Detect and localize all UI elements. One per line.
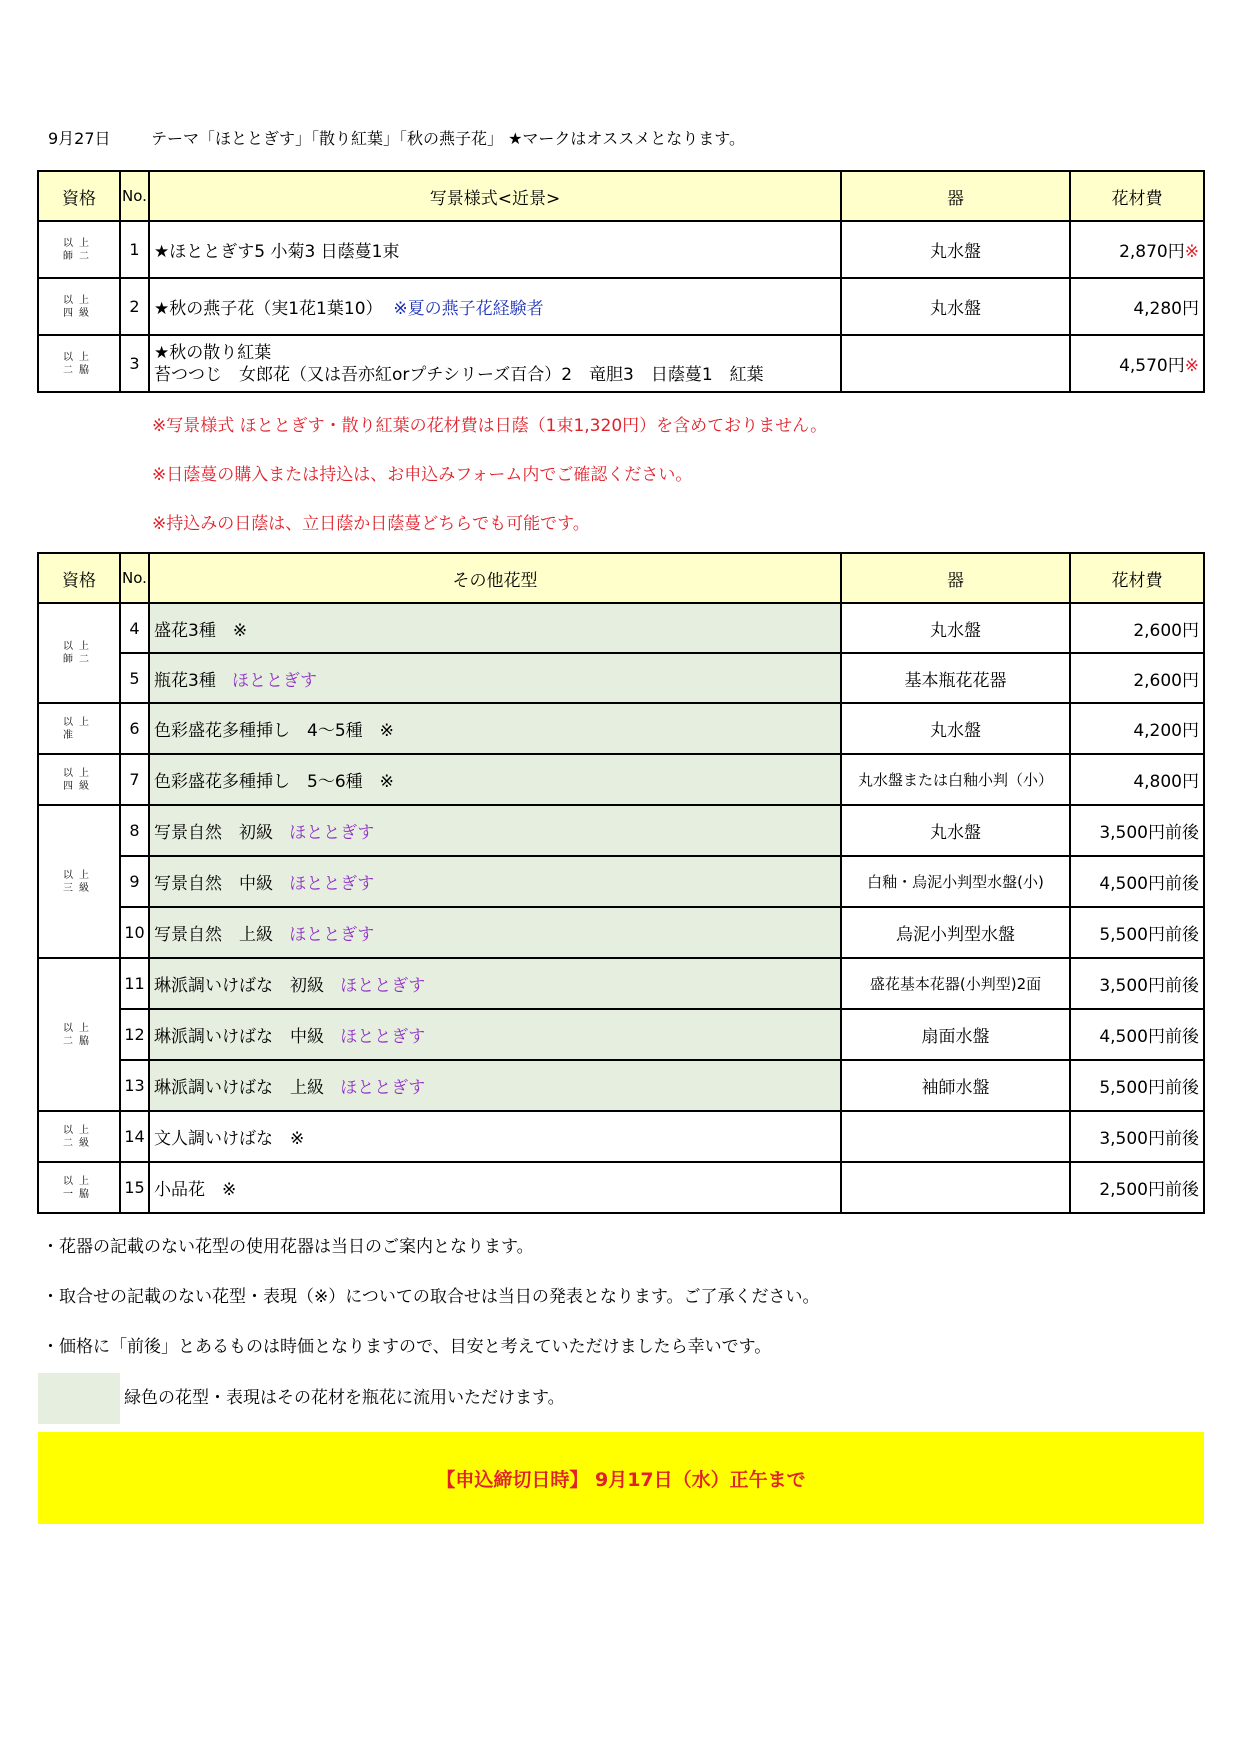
fee-cell: 2,600円 (1070, 653, 1204, 703)
vessel-cell: 丸水盤 (841, 703, 1070, 754)
style-cell: 写景自然 初級 ほととぎす (149, 805, 841, 856)
qual-cell: 以上 師二 (38, 603, 120, 703)
style-cell: ★秋の燕子花（実1花1葉10） ※夏の燕子花経験者 (149, 278, 841, 335)
table-row (38, 907, 1204, 958)
vessel-cell: 袖師水盤 (841, 1060, 1070, 1111)
style-cell: 色彩盛花多種挿し 5～6種 ※ (149, 754, 841, 805)
vessel-cell (841, 1111, 1070, 1162)
other-styles-table (37, 552, 1205, 1214)
row-number: 15 (120, 1162, 149, 1213)
qual-cell: 以上 師二 (38, 221, 120, 278)
green-legend-swatch (38, 1373, 120, 1424)
row-number: 13 (120, 1060, 149, 1111)
table-row (38, 221, 1204, 278)
vessel-cell: 扇面水盤 (841, 1009, 1070, 1060)
style-cell: 小品花 ※ (149, 1162, 841, 1213)
col-qual: 資格 (38, 171, 120, 221)
table-row (38, 1111, 1204, 1162)
table-row (38, 1162, 1204, 1213)
table-row (38, 805, 1204, 856)
table-row (38, 603, 1204, 653)
style-cell: 写景自然 上級 ほととぎす (149, 907, 841, 958)
row-number: 5 (120, 653, 149, 703)
table-header (38, 171, 1204, 221)
vessel-cell (841, 335, 1070, 392)
table-header (38, 553, 1204, 603)
style-cell: 写景自然 中級 ほととぎす (149, 856, 841, 907)
style-cell: 色彩盛花多種挿し 4～5種 ※ (149, 703, 841, 754)
vessel-cell: 丸水盤または白釉小判（小） (841, 754, 1070, 805)
page-title (48, 126, 745, 149)
fee-cell: 4,800円 (1070, 754, 1204, 805)
table-row (38, 278, 1204, 335)
fee-cell: 2,600円 (1070, 603, 1204, 653)
col-no: No. (120, 553, 149, 603)
qual-cell: 以上 四級 (38, 754, 120, 805)
col-fee: 花材費 (1070, 171, 1204, 221)
fee-cell: 5,500円前後 (1070, 907, 1204, 958)
qual-cell: 以上 一脇 (38, 1162, 120, 1213)
style-cell: ★ほととぎす5 小菊3 日蔭蔓1束 (149, 221, 841, 278)
row-number: 9 (120, 856, 149, 907)
fee-cell: 4,200円 (1070, 703, 1204, 754)
fee-cell: 4,570円※ (1070, 335, 1204, 392)
table-row (38, 653, 1204, 703)
row-number: 6 (120, 703, 149, 754)
col-vessel: 器 (841, 553, 1070, 603)
footnote: ・花器の記載のない花型の使用花器は当日のご案内となります。 (42, 1237, 534, 1257)
table-row (38, 958, 1204, 1009)
vessel-cell: 丸水盤 (841, 278, 1070, 335)
fee-cell: 3,500円前後 (1070, 958, 1204, 1009)
table-row (38, 703, 1204, 754)
col-style: その他花型 (149, 553, 841, 603)
row-number: 7 (120, 754, 149, 805)
table-row (38, 1009, 1204, 1060)
col-vessel: 器 (841, 171, 1070, 221)
qual-cell: 以上 二級 (38, 1111, 120, 1162)
row-number: 11 (120, 958, 149, 1009)
style-cell: 琳派調いけばな 初級 ほととぎす (149, 958, 841, 1009)
row-number: 12 (120, 1009, 149, 1060)
row-number: 14 (120, 1111, 149, 1162)
fee-cell: 4,500円前後 (1070, 856, 1204, 907)
qual-cell: 以上 四級 (38, 278, 120, 335)
table-row (38, 335, 1204, 392)
qual-cell: 以上 二脇 (38, 335, 120, 392)
event-theme: テーマ「ほととぎす」「散り紅葉」「秋の燕子花」 ★マークはオススメとなります。 (151, 129, 745, 148)
row-number: 10 (120, 907, 149, 958)
row-number: 8 (120, 805, 149, 856)
fee-cell: 4,280円 (1070, 278, 1204, 335)
table-row (38, 754, 1204, 805)
row-number: 1 (120, 221, 149, 278)
row-number: 4 (120, 603, 149, 653)
footnote: ・価格に「前後」とあるものは時価となりますので、目安と考えていただけましたら幸いです。 (42, 1337, 772, 1357)
event-date: 9月27日 (48, 129, 111, 148)
table-row (38, 1060, 1204, 1111)
style-cell: 盛花3種 ※ (149, 603, 841, 653)
table-row (38, 856, 1204, 907)
col-qual: 資格 (38, 553, 120, 603)
row-number: 2 (120, 278, 149, 335)
fee-cell: 3,500円前後 (1070, 805, 1204, 856)
style-cell: 琳派調いけばな 中級 ほととぎす (149, 1009, 841, 1060)
deadline-banner (38, 1432, 1204, 1524)
red-note: ※日蔭蔓の購入または持込は、お申込みフォーム内でご確認ください。 (152, 465, 693, 485)
col-fee: 花材費 (1070, 553, 1204, 603)
qual-cell: 以上 准 (38, 703, 120, 754)
row-number: 3 (120, 335, 149, 392)
fee-cell: 4,500円前後 (1070, 1009, 1204, 1060)
col-no: No. (120, 171, 149, 221)
style-cell: ★秋の散り紅葉 苔つつじ 女郎花（又は吾亦紅orプチシリーズ百合）2 竜胆3 日蔭蔓1 紅葉 (149, 335, 841, 392)
fee-cell: 2,500円前後 (1070, 1162, 1204, 1213)
vessel-cell: 盛花基本花器(小判型)2面 (841, 958, 1070, 1009)
fee-cell: 3,500円前後 (1070, 1111, 1204, 1162)
fee-cell: 5,500円前後 (1070, 1060, 1204, 1111)
fee-cell: 2,870円※ (1070, 221, 1204, 278)
red-note: ※持込みの日蔭は、立日蔭か日蔭蔓どちらでも可能です。 (152, 514, 590, 534)
style-cell: 文人調いけばな ※ (149, 1111, 841, 1162)
vessel-cell: 丸水盤 (841, 221, 1070, 278)
deadline-text: 【申込締切日時】 9月17日（水）正午まで (436, 1468, 806, 1491)
col-style: 写景様式<近景> (149, 171, 841, 221)
vessel-cell: 烏泥小判型水盤 (841, 907, 1070, 958)
footnote: ・取合せの記載のない花型・表現（※）についての取合せは当日の発表となります。ご了承ください。 (42, 1287, 820, 1307)
green-legend-text: 緑色の花型・表現はその花材を瓶花に流用いただけます。 (124, 1388, 565, 1408)
vessel-cell: 白釉・烏泥小判型水盤(小) (841, 856, 1070, 907)
vessel-cell: 丸水盤 (841, 603, 1070, 653)
vessel-cell: 基本瓶花花器 (841, 653, 1070, 703)
red-note: ※写景様式 ほととぎす・散り紅葉の花材費は日蔭（1束1,320円）を含めておりません。 (152, 416, 828, 436)
style-cell: 琳派調いけばな 上級 ほととぎす (149, 1060, 841, 1111)
vessel-cell (841, 1162, 1070, 1213)
qual-cell: 以上 二脇 (38, 958, 120, 1111)
style-cell: 瓶花3種 ほととぎす (149, 653, 841, 703)
shakei-table (37, 170, 1205, 393)
vessel-cell: 丸水盤 (841, 805, 1070, 856)
qual-cell: 以上 三級 (38, 805, 120, 958)
